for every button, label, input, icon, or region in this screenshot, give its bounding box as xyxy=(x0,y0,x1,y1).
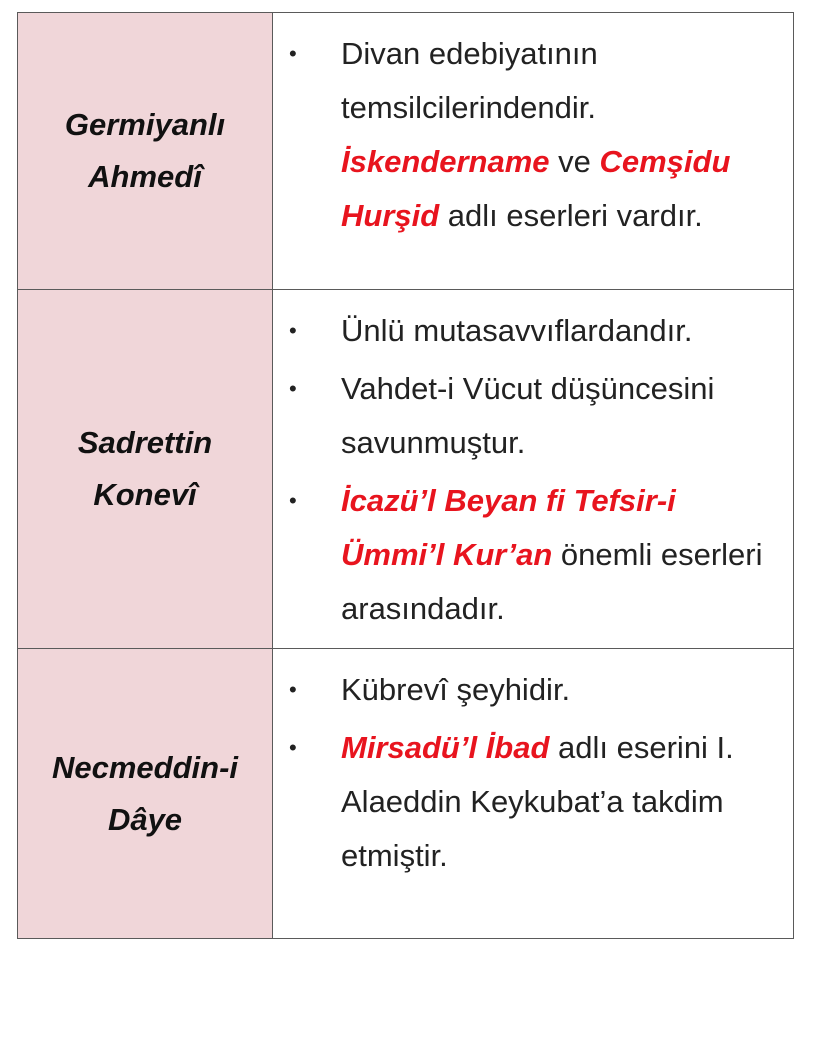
table-row xyxy=(18,13,793,290)
bullet-icon: • xyxy=(289,376,297,401)
text-span: Divan edebiyatının temsilcilerindendir. xyxy=(341,36,598,125)
text-span: adlı eserini I. Alaeddin Keykubat’a takdim etmiştir. xyxy=(341,730,734,873)
bullet-icon: • xyxy=(289,735,297,760)
work-title: İskendername xyxy=(341,144,550,179)
author-name-line: Ahmedî xyxy=(88,159,202,194)
list-item-text xyxy=(341,362,775,470)
work-title: Mirsadü’l İbad xyxy=(341,730,550,765)
author-name-cell xyxy=(18,290,273,648)
text-span: Vahdet-i Vücut düşüncesini savunmuştur. xyxy=(341,371,715,460)
list-item xyxy=(285,721,775,883)
list-item xyxy=(285,663,775,717)
author-info-cell xyxy=(273,649,793,938)
table-row xyxy=(18,290,793,649)
list-item-text xyxy=(341,27,775,243)
text-span: Kübrevî şeyhidir. xyxy=(341,672,571,707)
author-name xyxy=(65,99,225,203)
list-item-text xyxy=(341,721,775,883)
author-name-line: Dâye xyxy=(107,801,183,837)
author-name xyxy=(52,742,238,846)
author-name-line: Germiyanlı xyxy=(64,107,226,142)
table-row xyxy=(18,649,793,938)
author-info-cell xyxy=(273,13,793,289)
text-span: önemli eserleri arasındadır. xyxy=(341,537,763,626)
author-name-line: Sadrettin xyxy=(77,425,213,460)
author-name-cell xyxy=(18,649,273,938)
author-name-line: Necmeddin-i xyxy=(51,749,239,785)
work-title: Cemşidu Hurşid xyxy=(341,144,731,233)
list-item xyxy=(285,27,775,243)
text-span: ve xyxy=(549,144,600,179)
list-item-text xyxy=(341,663,775,717)
work-title: İcazü’l Beyan fi Tefsir-i Ümmi’l Kur’an xyxy=(341,483,676,572)
list-item-text xyxy=(341,304,775,358)
list-item xyxy=(285,474,775,636)
author-name-line: Konevî xyxy=(93,477,197,512)
author-name-cell xyxy=(18,13,273,289)
list-item xyxy=(285,304,775,358)
bullet-icon: • xyxy=(289,318,297,343)
author-info-cell xyxy=(273,290,793,648)
bullet-icon: • xyxy=(289,488,297,513)
list-item-text xyxy=(341,474,775,636)
list-item xyxy=(285,362,775,470)
bullet-icon: • xyxy=(289,41,297,66)
bullet-icon: • xyxy=(289,677,297,702)
text-span: adlı eserleri vardır. xyxy=(439,198,703,233)
text-span: Ünlü mutasavvıflardandır. xyxy=(341,313,693,348)
author-name xyxy=(78,417,212,521)
authors-table xyxy=(17,12,794,939)
